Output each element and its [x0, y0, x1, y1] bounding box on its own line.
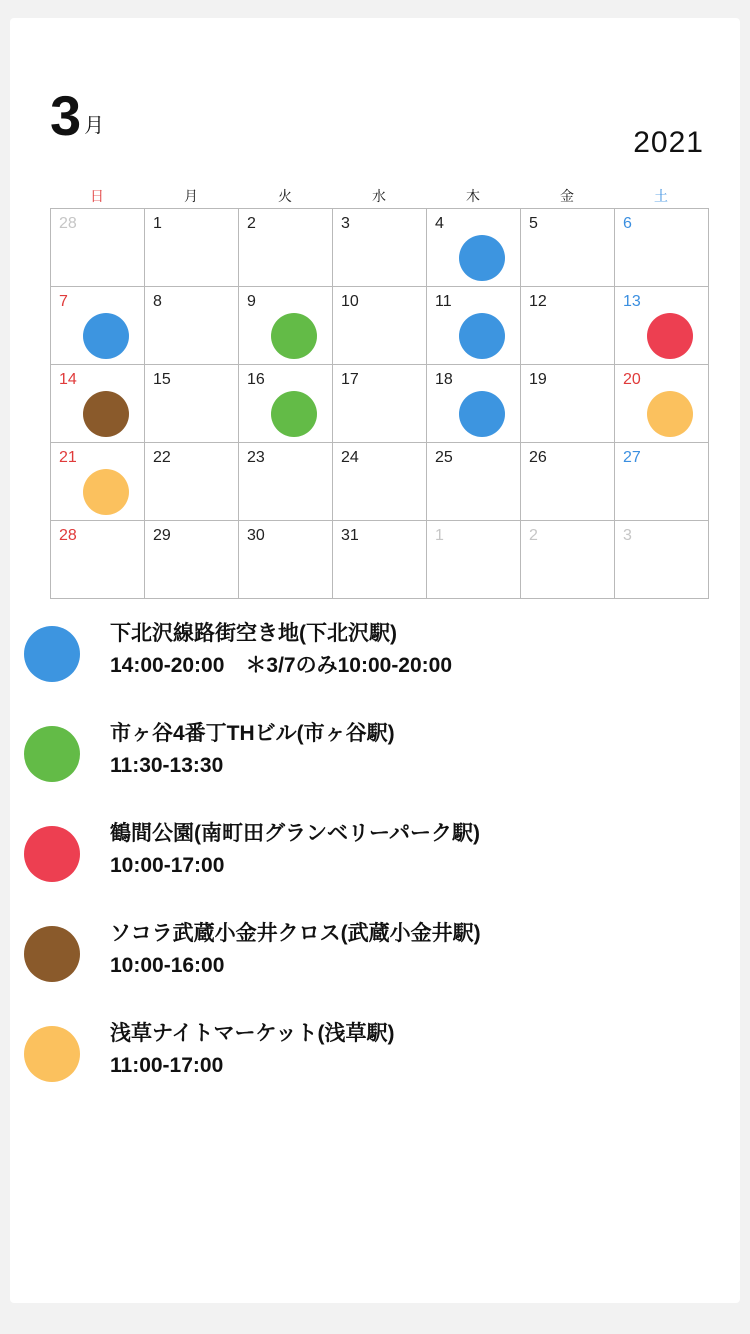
- calendar-day-cell[interactable]: [51, 287, 145, 365]
- day-number: 12: [529, 293, 547, 310]
- calendar-day-cell[interactable]: [239, 287, 333, 365]
- legend-color-dot: [24, 626, 80, 682]
- month-number: 3: [50, 84, 81, 147]
- legend-title: 浅草ナイトマーケット(浅草駅): [110, 1022, 395, 1045]
- day-number: 1: [153, 215, 162, 232]
- weekday-mon: 月: [184, 188, 198, 204]
- weekday-wed: 水: [372, 188, 386, 204]
- day-number: 30: [247, 527, 265, 544]
- day-number: 10: [341, 293, 359, 310]
- day-number: 28: [59, 527, 77, 544]
- calendar-week-row: [51, 521, 709, 599]
- day-number: 16: [247, 371, 265, 388]
- legend-time: 10:00-16:00: [110, 953, 225, 977]
- event-dot: [647, 313, 693, 359]
- calendar-day-cell[interactable]: [333, 521, 427, 599]
- legend-color-dot: [24, 826, 80, 882]
- legend-item: [10, 1012, 740, 1112]
- calendar-header: [42, 84, 708, 168]
- calendar-day-cell[interactable]: [51, 521, 145, 599]
- calendar-day-cell[interactable]: [333, 209, 427, 287]
- day-number: 22: [153, 449, 171, 466]
- legend-title: ソコラ武蔵小金井クロス(武蔵小金井駅): [110, 922, 481, 945]
- calendar-day-cell[interactable]: [427, 365, 521, 443]
- calendar-day-cell[interactable]: [521, 443, 615, 521]
- day-number: 11: [435, 293, 452, 310]
- calendar-day-cell[interactable]: [51, 365, 145, 443]
- calendar-week-row: [51, 287, 709, 365]
- legend-text-block: [110, 612, 452, 681]
- calendar-day-cell[interactable]: [427, 287, 521, 365]
- legend-item: [10, 812, 740, 912]
- year-label: 2021: [633, 126, 704, 159]
- legend-color-dot: [24, 1026, 80, 1082]
- day-number: 24: [341, 449, 359, 466]
- calendar-day-cell[interactable]: [51, 209, 145, 287]
- calendar-day-cell[interactable]: [333, 443, 427, 521]
- day-number: 25: [435, 449, 453, 466]
- legend-text-block: [110, 712, 395, 781]
- day-number: 21: [59, 449, 77, 466]
- day-number: 2: [529, 527, 538, 544]
- legend-text-block: [110, 1012, 394, 1081]
- day-number: 31: [341, 527, 359, 544]
- weekday-fri: 金: [560, 188, 574, 204]
- event-dot: [271, 313, 317, 359]
- event-dot: [459, 313, 505, 359]
- calendar-day-cell[interactable]: [615, 287, 709, 365]
- day-number: 3: [341, 215, 350, 232]
- calendar-day-cell[interactable]: [145, 521, 239, 599]
- legend-text-block: [110, 912, 481, 981]
- calendar-day-cell[interactable]: [145, 287, 239, 365]
- calendar-week-row: [51, 443, 709, 521]
- day-number: 15: [153, 371, 171, 388]
- day-number: 8: [153, 293, 162, 310]
- legend-item: [10, 612, 740, 712]
- calendar-day-cell[interactable]: [51, 443, 145, 521]
- weekday-sun: 日: [90, 188, 104, 204]
- day-number: 20: [623, 371, 641, 388]
- legend-title: 市ヶ谷4番丁THビル(市ヶ谷駅): [110, 722, 395, 745]
- event-dot: [459, 235, 505, 281]
- calendar-day-cell[interactable]: [239, 443, 333, 521]
- day-number: 19: [529, 371, 547, 388]
- day-number: 27: [623, 449, 641, 466]
- event-dot: [83, 391, 129, 437]
- calendar-day-cell[interactable]: [239, 521, 333, 599]
- calendar-grid: [50, 208, 709, 599]
- event-dot: [459, 391, 505, 437]
- day-number: 28: [59, 215, 77, 232]
- calendar-day-cell[interactable]: [615, 365, 709, 443]
- calendar-day-cell[interactable]: [521, 521, 615, 599]
- event-dot: [83, 469, 129, 515]
- calendar-day-cell[interactable]: [521, 287, 615, 365]
- day-number: 9: [247, 293, 256, 310]
- day-number: 2: [247, 215, 256, 232]
- weekday-thu: 木: [466, 188, 480, 204]
- day-number: 13: [623, 293, 641, 310]
- legend-color-dot: [24, 726, 80, 782]
- day-number: 5: [529, 215, 538, 232]
- event-dot: [83, 313, 129, 359]
- day-number: 17: [341, 371, 359, 388]
- weekday-sat: 土: [654, 188, 668, 204]
- calendar-day-cell[interactable]: [333, 287, 427, 365]
- calendar-day-cell[interactable]: [427, 443, 521, 521]
- legend-item: [10, 712, 740, 812]
- legend-time: 14:00-20:00 ＊3/7のみ10:00-20:00: [110, 653, 453, 677]
- calendar-day-cell[interactable]: [615, 209, 709, 287]
- legend-item: [10, 912, 740, 1012]
- calendar-day-cell[interactable]: [145, 365, 239, 443]
- weekday-tue: 火: [278, 188, 292, 204]
- calendar-day-cell[interactable]: [615, 521, 709, 599]
- legend-time: 11:30-13:30: [110, 753, 224, 777]
- legend-title: 下北沢線路街空き地(下北沢駅): [110, 622, 397, 645]
- calendar-day-cell[interactable]: [427, 521, 521, 599]
- calendar-day-cell[interactable]: [239, 209, 333, 287]
- calendar-day-cell[interactable]: [333, 365, 427, 443]
- calendar-day-cell[interactable]: [521, 209, 615, 287]
- day-number: 6: [623, 215, 632, 232]
- calendar-day-cell[interactable]: [521, 365, 615, 443]
- weekday-header-row: [50, 186, 708, 206]
- day-number: 14: [59, 371, 77, 388]
- month-kanji: 月: [84, 115, 105, 137]
- legend-time: 11:00-17:00: [110, 1053, 224, 1077]
- day-number: 29: [153, 527, 171, 544]
- day-number: 23: [247, 449, 265, 466]
- legend-time: 10:00-17:00: [110, 853, 225, 877]
- event-dot: [647, 391, 693, 437]
- calendar-week-row: [51, 209, 709, 287]
- day-number: 3: [623, 527, 632, 544]
- event-dot: [271, 391, 317, 437]
- day-number: 4: [435, 215, 444, 232]
- legend-text-block: [110, 812, 480, 881]
- calendar-day-cell[interactable]: [427, 209, 521, 287]
- day-number: 26: [529, 449, 547, 466]
- calendar-day-cell[interactable]: [239, 365, 333, 443]
- day-number: 1: [435, 527, 444, 544]
- calendar-week-row: [51, 365, 709, 443]
- calendar-day-cell[interactable]: [615, 443, 709, 521]
- legend-title: 鶴間公園(南町田グランベリーパーク駅): [110, 822, 480, 845]
- calendar-day-cell[interactable]: [145, 443, 239, 521]
- calendar-day-cell[interactable]: [145, 209, 239, 287]
- day-number: 7: [59, 293, 68, 310]
- legend-list: [10, 612, 740, 1112]
- day-number: 18: [435, 371, 453, 388]
- month-title: [50, 84, 105, 147]
- legend-color-dot: [24, 926, 80, 982]
